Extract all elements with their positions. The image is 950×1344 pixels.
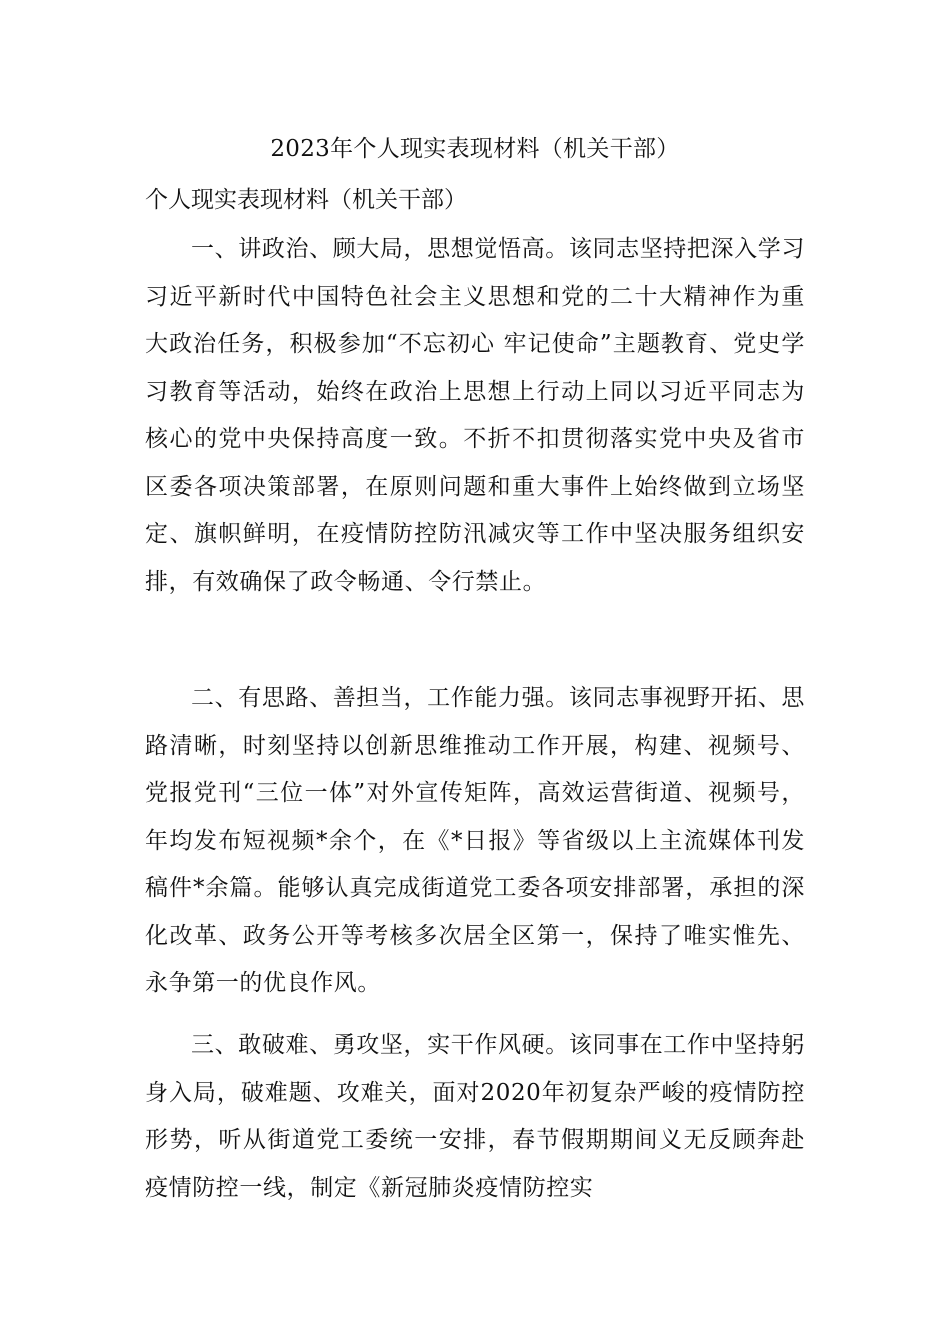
document-subtitle: 个人现实表现材料（机关干部） <box>145 187 467 213</box>
paragraph-politics: 一、讲政治、顾大局，思想觉悟高。该同志坚持把深入学习习近平新时代中国特色社会主义思想和党的二十大精神作为重大政治任务，积极参加“不忘初心 牢记使命”主题教育、党史学习教育等活动，始终在政治上思想上行动上同以习近平同志为核心的党中央保持高度一致。不折不扣贯彻落实党中央及省市区委各项决策部署，在原则问题和重大事件上始终做到立场坚定、旗帜鲜明，在疫情防控防汛减灾等工作中坚决服务组织安排，有效确保了政令畅通、令行禁止。 <box>145 236 805 595</box>
paragraph-work-style: 三、敢破难、勇攻坚，实干作风硬。该同事在工作中坚持躬身入局，破难题、攻难关，面对2020年初复杂严峻的疫情防控形势，听从街道党工委统一安排，春节假期期间义无反顾奔赴疫情防控一线，制定《新冠肺炎疫情防控实 <box>145 1032 805 1201</box>
paragraph-work-ability: 二、有思路、善担当，工作能力强。该同志事视野开拓、思路清晰，时刻坚持以创新思维推动工作开展，构建、视频号、党报党刊“三位一体”对外宣传矩阵，高效运营街道、视频号，年均发布短视频*余个，在《*日报》等省级以上主流媒体刊发稿件*余篇。能够认真完成街道党工委各项安排部署，承担的深化改革、政务公开等考核多次居全区第一，保持了唯实惟先、永争第一的优良作风。 <box>145 685 805 996</box>
document-title: 2023年个人现实表现材料（机关干部） <box>270 136 680 162</box>
